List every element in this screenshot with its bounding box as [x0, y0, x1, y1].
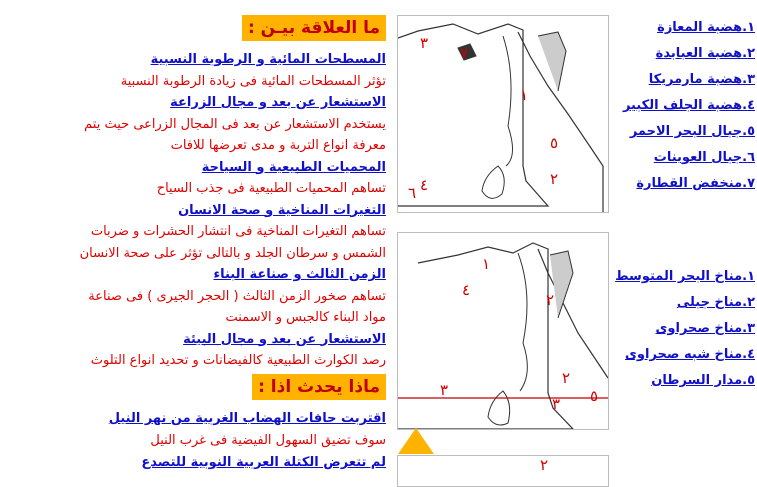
egypt-map-climate [397, 232, 609, 430]
answer-line: تساهم التغيرات المناخية فى انتشار الحشرات و ضربات [90, 224, 386, 239]
map2-num: ٢ [562, 369, 571, 387]
answer-line: مواد البناء كالجبس و الاسمنت [225, 310, 386, 325]
landform-item: ١.هضبة المعازة [657, 20, 755, 35]
answer-line: الشمس و سرطان الجلد و بالتالى تؤثر على صحة الانسان [79, 245, 386, 261]
map1-num: ١ [520, 86, 529, 104]
answer-line: سوف تضيق السهول الفيضية فى غرب النيل [150, 433, 386, 448]
answer-line: رصد الكوارث الطبيعية كالفيضانات و تحديد انواع التلوث [90, 353, 386, 368]
section2-header: ماذا يحدث اذا : [252, 374, 386, 400]
map3-num: ٢ [540, 456, 549, 474]
landform-item: ٧.منخفض القطارة [636, 176, 755, 191]
question-line: المسطحات المائية و الرطوبة النسبية [150, 52, 386, 67]
map1-num: ٧ [460, 44, 469, 62]
question-line: اقتربت حافات الهضاب الغربية من نهر النيل [108, 411, 386, 426]
answer-line: يستخدم الاستشعار عن بعد فى المجال الزراعى حيث يتم [84, 116, 386, 132]
map1-num: ٤ [420, 176, 429, 194]
answer-line: تؤثر المسطحات المائية فى زيادة الرطوبة النسبية [120, 73, 386, 89]
question-line: الزمن الثالث و صناعة البناء [213, 267, 386, 282]
map2-num: ٢ [546, 291, 555, 309]
orange-shape [398, 428, 434, 454]
egypt-map-landforms [397, 15, 609, 213]
map2-num: ٣ [440, 381, 449, 399]
answer-line: تساهم صخور الزمن الثالث ( الحجر الجيرى ) فى صناعة [88, 288, 386, 304]
question-line: الاستشعار عن بعد و مجال البيئة [183, 331, 386, 347]
map1-num: ٣ [420, 34, 429, 52]
climate-item: ٢.مناخ جبلى [676, 295, 755, 310]
map2-num: ٣ [552, 395, 561, 413]
climate-item: ١.مناخ البحر المتوسط [615, 269, 755, 284]
landform-item: ٦.جبال العوينات [653, 150, 755, 165]
landform-item: ٥.جبال البحر الاحمر [629, 124, 755, 139]
answer-line: تساهم المحميات الطبيعية فى جذب السياح [156, 181, 386, 196]
climate-item: ٥.مدار السرطان [651, 373, 755, 388]
question-line: المحميات الطبيعية و السياحة [201, 159, 386, 175]
landforms-list [610, 15, 755, 197]
section1-header: ما العلاقة بيـن : [242, 15, 386, 41]
map2-num: ٥ [590, 387, 599, 405]
climate-item: ٣.مناخ صحراوى [655, 321, 755, 336]
egypt-outline [398, 233, 608, 429]
climate-item: ٤.مناخ شبه صحراوى [625, 347, 755, 362]
map2-num: ٤ [462, 281, 471, 299]
question-line: الاستشعار عن بعد و مجال الزراعة [170, 95, 386, 110]
egypt-map-3 [397, 455, 609, 487]
answer-line: معرفة انواع التربة و مدى تعرضها للافات [170, 138, 386, 153]
landform-item: ٤.هضبة الجلف الكبير [622, 98, 755, 113]
landform-item: ٢.هضبة العبابدة [655, 46, 755, 61]
question-line: التغيرات المناخية و صحة الانسان [178, 202, 386, 218]
map1-num: ٢ [550, 170, 559, 188]
question-line: لم تتعرض الكتلة العربية النوبية للتصدع [141, 455, 386, 470]
map1-num: ٦ [408, 184, 417, 202]
map2-num: ١ [482, 255, 491, 273]
map1-num: ٥ [550, 134, 559, 152]
landform-item: ٣.هضبة مارمريكا [648, 72, 755, 87]
climate-list [605, 264, 755, 394]
egypt-outline [398, 16, 608, 212]
